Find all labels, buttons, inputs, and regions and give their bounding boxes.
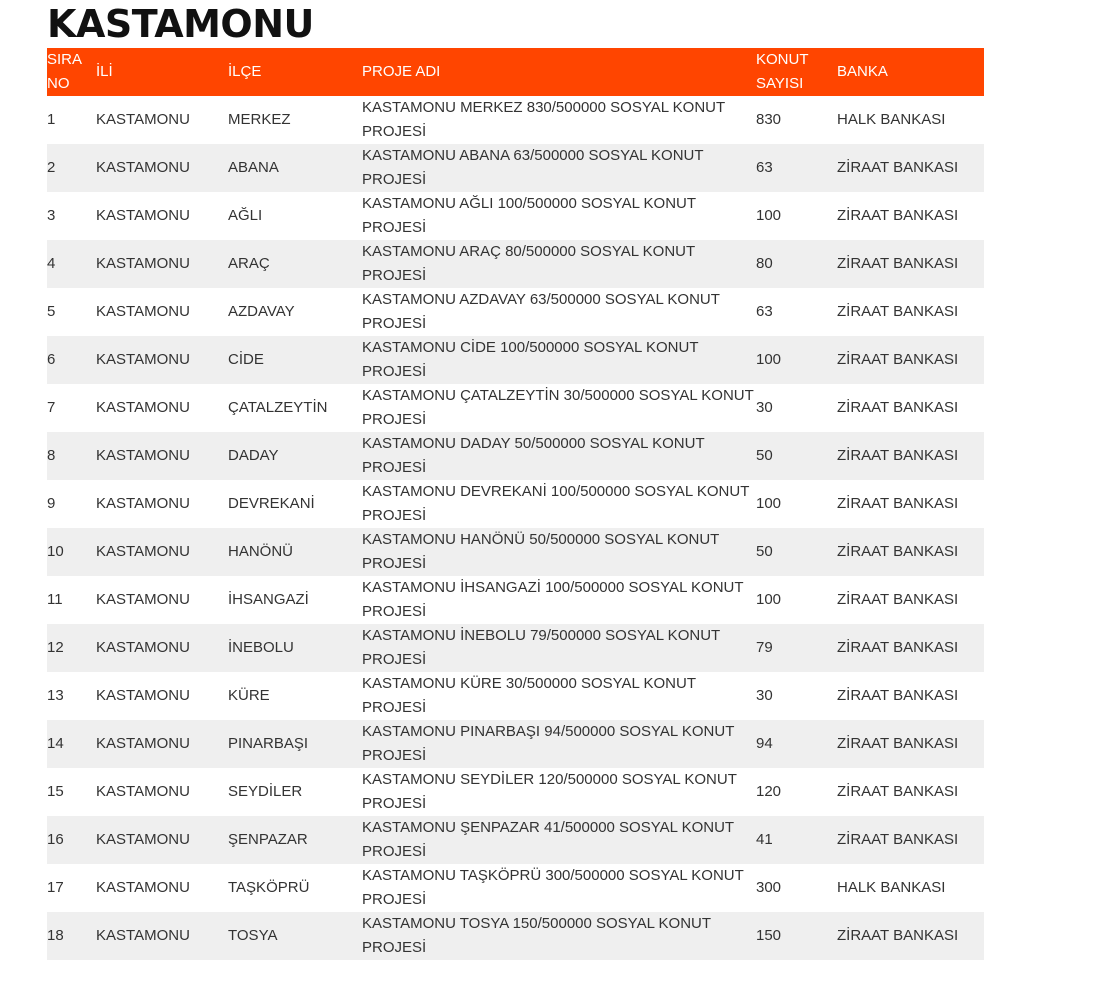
- cell-sira-no: 15: [47, 768, 96, 816]
- cell-sira-no: 5: [47, 288, 96, 336]
- cell-konut-sayisi: 30: [756, 384, 837, 432]
- cell-ilce: TOSYA: [228, 912, 362, 960]
- cell-sira-no: 13: [47, 672, 96, 720]
- cell-sira-no: 17: [47, 864, 96, 912]
- cell-konut-sayisi: 100: [756, 192, 837, 240]
- cell-sira-no: 6: [47, 336, 96, 384]
- header-ilce: İLÇE: [228, 48, 362, 96]
- cell-banka: ZİRAAT BANKASI: [837, 192, 984, 240]
- cell-banka: ZİRAAT BANKASI: [837, 624, 984, 672]
- cell-konut-sayisi: 150: [756, 912, 837, 960]
- cell-konut-sayisi: 100: [756, 480, 837, 528]
- cell-ili: KASTAMONU: [96, 240, 228, 288]
- cell-ilce: SEYDİLER: [228, 768, 362, 816]
- cell-banka: ZİRAAT BANKASI: [837, 720, 984, 768]
- table-row: [47, 624, 984, 672]
- cell-proje-adi: KASTAMONU TOSYA 150/500000 SOSYAL KONUT PROJESİ: [362, 912, 756, 960]
- table-row: [47, 720, 984, 768]
- cell-banka: ZİRAAT BANKASI: [837, 816, 984, 864]
- cell-konut-sayisi: 300: [756, 864, 837, 912]
- cell-ilce: AĞLI: [228, 192, 362, 240]
- cell-ili: KASTAMONU: [96, 864, 228, 912]
- cell-konut-sayisi: 41: [756, 816, 837, 864]
- cell-ili: KASTAMONU: [96, 288, 228, 336]
- cell-konut-sayisi: 100: [756, 576, 837, 624]
- cell-konut-sayisi: 100: [756, 336, 837, 384]
- cell-proje-adi: KASTAMONU AĞLI 100/500000 SOSYAL KONUT PROJESİ: [362, 192, 756, 240]
- cell-ili: KASTAMONU: [96, 144, 228, 192]
- cell-konut-sayisi: 94: [756, 720, 837, 768]
- cell-proje-adi: KASTAMONU CİDE 100/500000 SOSYAL KONUT PROJESİ: [362, 336, 756, 384]
- cell-sira-no: 12: [47, 624, 96, 672]
- cell-banka: ZİRAAT BANKASI: [837, 768, 984, 816]
- cell-banka: ZİRAAT BANKASI: [837, 480, 984, 528]
- table-row: [47, 288, 984, 336]
- table-body: [47, 96, 984, 960]
- cell-proje-adi: KASTAMONU DADAY 50/500000 SOSYAL KONUT PROJESİ: [362, 432, 756, 480]
- cell-ili: KASTAMONU: [96, 336, 228, 384]
- cell-banka: ZİRAAT BANKASI: [837, 432, 984, 480]
- header-banka: BANKA: [837, 48, 984, 96]
- cell-ili: KASTAMONU: [96, 672, 228, 720]
- cell-proje-adi: KASTAMONU TAŞKÖPRÜ 300/500000 SOSYAL KONUT PROJESİ: [362, 864, 756, 912]
- cell-proje-adi: KASTAMONU ARAÇ 80/500000 SOSYAL KONUT PROJESİ: [362, 240, 756, 288]
- cell-ilce: ŞENPAZAR: [228, 816, 362, 864]
- cell-banka: HALK BANKASI: [837, 96, 984, 144]
- cell-proje-adi: KASTAMONU ÇATALZEYTİN 30/500000 SOSYAL KONUT PROJESİ: [362, 384, 756, 432]
- cell-konut-sayisi: 63: [756, 288, 837, 336]
- cell-proje-adi: KASTAMONU PINARBAŞI 94/500000 SOSYAL KONUT PROJESİ: [362, 720, 756, 768]
- cell-ili: KASTAMONU: [96, 432, 228, 480]
- table-row: [47, 96, 984, 144]
- cell-konut-sayisi: 830: [756, 96, 837, 144]
- cell-ili: KASTAMONU: [96, 192, 228, 240]
- table-row: [47, 864, 984, 912]
- cell-banka: ZİRAAT BANKASI: [837, 240, 984, 288]
- cell-ilce: MERKEZ: [228, 96, 362, 144]
- header-proje-adi: PROJE ADI: [362, 48, 756, 96]
- table-row: [47, 192, 984, 240]
- header-sira-no: SIRA NO: [47, 48, 96, 96]
- cell-ili: KASTAMONU: [96, 816, 228, 864]
- table-row: [47, 240, 984, 288]
- cell-konut-sayisi: 50: [756, 528, 837, 576]
- cell-ilce: TAŞKÖPRÜ: [228, 864, 362, 912]
- cell-ilce: PINARBAŞI: [228, 720, 362, 768]
- cell-ilce: AZDAVAY: [228, 288, 362, 336]
- cell-sira-no: 14: [47, 720, 96, 768]
- cell-ili: KASTAMONU: [96, 720, 228, 768]
- cell-sira-no: 4: [47, 240, 96, 288]
- cell-proje-adi: KASTAMONU DEVREKANİ 100/500000 SOSYAL KONUT PROJESİ: [362, 480, 756, 528]
- cell-proje-adi: KASTAMONU İNEBOLU 79/500000 SOSYAL KONUT PROJESİ: [362, 624, 756, 672]
- cell-banka: ZİRAAT BANKASI: [837, 144, 984, 192]
- cell-ilce: DADAY: [228, 432, 362, 480]
- cell-sira-no: 2: [47, 144, 96, 192]
- table-row: [47, 816, 984, 864]
- cell-banka: ZİRAAT BANKASI: [837, 336, 984, 384]
- cell-proje-adi: KASTAMONU ABANA 63/500000 SOSYAL KONUT PROJESİ: [362, 144, 756, 192]
- cell-sira-no: 3: [47, 192, 96, 240]
- cell-ilce: CİDE: [228, 336, 362, 384]
- header-konut-sayisi: KONUT SAYISI: [756, 48, 837, 96]
- cell-ili: KASTAMONU: [96, 576, 228, 624]
- cell-ili: KASTAMONU: [96, 528, 228, 576]
- cell-ilce: ARAÇ: [228, 240, 362, 288]
- cell-sira-no: 9: [47, 480, 96, 528]
- cell-konut-sayisi: 50: [756, 432, 837, 480]
- cell-ilce: İHSANGAZİ: [228, 576, 362, 624]
- table-row: [47, 384, 984, 432]
- cell-ilce: ÇATALZEYTİN: [228, 384, 362, 432]
- projects-table: [47, 48, 984, 960]
- cell-sira-no: 10: [47, 528, 96, 576]
- cell-banka: HALK BANKASI: [837, 864, 984, 912]
- cell-ili: KASTAMONU: [96, 480, 228, 528]
- cell-banka: ZİRAAT BANKASI: [837, 528, 984, 576]
- cell-banka: ZİRAAT BANKASI: [837, 912, 984, 960]
- cell-ilce: ABANA: [228, 144, 362, 192]
- cell-ilce: DEVREKANİ: [228, 480, 362, 528]
- cell-banka: ZİRAAT BANKASI: [837, 288, 984, 336]
- cell-proje-adi: KASTAMONU SEYDİLER 120/500000 SOSYAL KONUT PROJESİ: [362, 768, 756, 816]
- cell-ili: KASTAMONU: [96, 96, 228, 144]
- cell-banka: ZİRAAT BANKASI: [837, 384, 984, 432]
- table-row: [47, 144, 984, 192]
- cell-banka: ZİRAAT BANKASI: [837, 576, 984, 624]
- cell-sira-no: 18: [47, 912, 96, 960]
- cell-sira-no: 16: [47, 816, 96, 864]
- cell-sira-no: 7: [47, 384, 96, 432]
- cell-ilce: KÜRE: [228, 672, 362, 720]
- table-row: [47, 432, 984, 480]
- cell-proje-adi: KASTAMONU ŞENPAZAR 41/500000 SOSYAL KONUT PROJESİ: [362, 816, 756, 864]
- cell-proje-adi: KASTAMONU AZDAVAY 63/500000 SOSYAL KONUT PROJESİ: [362, 288, 756, 336]
- cell-sira-no: 1: [47, 96, 96, 144]
- cell-proje-adi: KASTAMONU MERKEZ 830/500000 SOSYAL KONUT PROJESİ: [362, 96, 756, 144]
- table-row: [47, 672, 984, 720]
- table-row: [47, 528, 984, 576]
- table-header-row: [47, 48, 984, 96]
- header-ili: İLİ: [96, 48, 228, 96]
- table-row: [47, 912, 984, 960]
- table-row: [47, 576, 984, 624]
- cell-konut-sayisi: 80: [756, 240, 837, 288]
- table-row: [47, 480, 984, 528]
- cell-ilce: HANÖNÜ: [228, 528, 362, 576]
- cell-ili: KASTAMONU: [96, 384, 228, 432]
- cell-ilce: İNEBOLU: [228, 624, 362, 672]
- cell-proje-adi: KASTAMONU İHSANGAZİ 100/500000 SOSYAL KONUT PROJESİ: [362, 576, 756, 624]
- cell-proje-adi: KASTAMONU KÜRE 30/500000 SOSYAL KONUT PROJESİ: [362, 672, 756, 720]
- cell-banka: ZİRAAT BANKASI: [837, 672, 984, 720]
- cell-konut-sayisi: 30: [756, 672, 837, 720]
- cell-konut-sayisi: 79: [756, 624, 837, 672]
- page-title: KASTAMONU: [47, 2, 314, 46]
- cell-sira-no: 11: [47, 576, 96, 624]
- cell-sira-no: 8: [47, 432, 96, 480]
- cell-ili: KASTAMONU: [96, 768, 228, 816]
- cell-ili: KASTAMONU: [96, 912, 228, 960]
- cell-konut-sayisi: 63: [756, 144, 837, 192]
- cell-ili: KASTAMONU: [96, 624, 228, 672]
- cell-proje-adi: KASTAMONU HANÖNÜ 50/500000 SOSYAL KONUT PROJESİ: [362, 528, 756, 576]
- table-row: [47, 336, 984, 384]
- cell-konut-sayisi: 120: [756, 768, 837, 816]
- table-row: [47, 768, 984, 816]
